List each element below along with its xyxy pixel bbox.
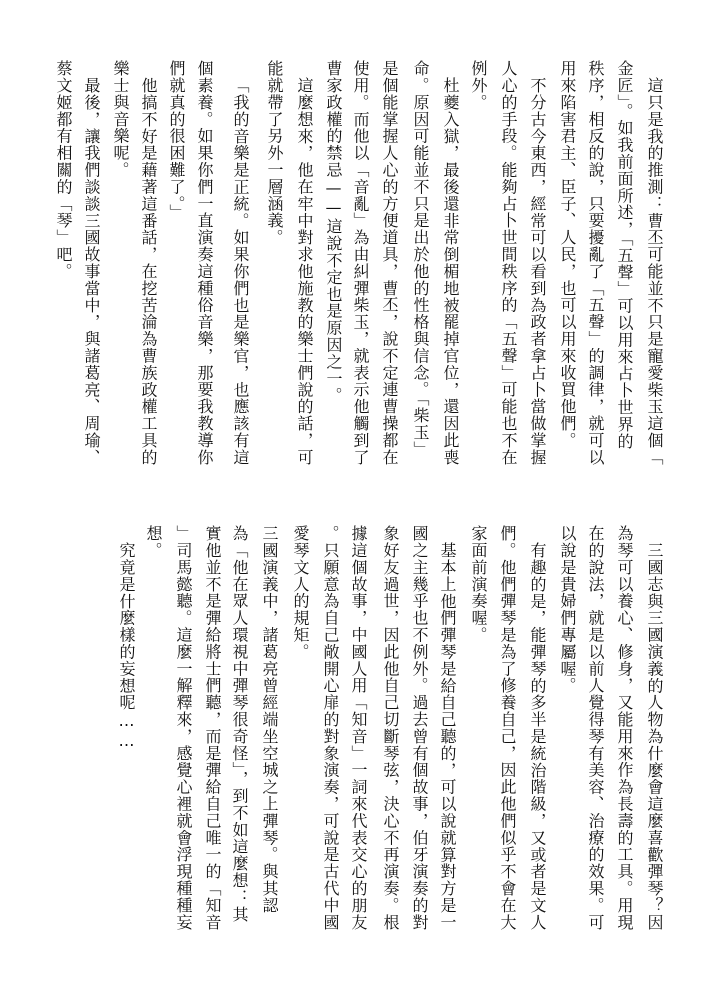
text-column: 家面前演奏喔。 — [469, 525, 488, 644]
text-column: 在的說法，就是以前人覺得琴有美容、治療的效果。可 — [586, 525, 605, 931]
text-column: 杜夔入獄，最後還非常倒楣地被罷掉官位，還因此喪 — [441, 77, 460, 466]
text-column: 愛琴文人的規矩。 — [291, 525, 310, 661]
text-column: 」司馬懿聽。這麼一解釋來，感覺心裡就會浮現種種妄 — [174, 525, 193, 931]
text-column: 國之主幾乎也不例外。過去曾有個故事，伯牙演奏的對 — [410, 525, 429, 931]
text-column: 究竟是什麼樣的妄想呢…… — [117, 542, 136, 751]
text-column: 為「他在眾人環視中彈琴很奇怪」，到不如這麼想：其 — [230, 525, 249, 923]
text-column: 實他並不是彈給將士們聽，而是彈給自己唯一的「知音 — [203, 525, 222, 931]
text-column: 金匠」。如我前面所述，「五聲」可以用來占卜世界的 — [615, 60, 634, 450]
text-column: 他搞不好是藉著這番話，在挖苦淪為曹族政權工具的 — [139, 77, 158, 466]
text-column: 這麼想來，他在牢中對求他施教的樂士們說的話，可 — [295, 77, 314, 466]
text-column: 「我的音樂是正統。如果你們也是樂官，也應該有這 — [231, 77, 250, 466]
text-column: 蔡文姬都有相關的「琴」吧。 — [54, 60, 73, 280]
text-column: 們就真的很困難了。」 — [167, 60, 186, 221]
text-column: 使用。而他以「音亂」為由糾彈柴玉，就表示他觸到了 — [351, 60, 370, 466]
text-column: 基本上他們彈琴是給自己聽的，可以說就算對方是一 — [438, 542, 457, 931]
text-column: 樂士與音樂呢。 — [111, 60, 130, 179]
upper-text-block — [0, 60, 704, 480]
text-column: 個素養。如果你們一直演奏這種俗音樂，那要我教導你 — [195, 60, 214, 466]
text-column: 據這個故事，中國人用「知音」一詞來代表交心的朋友 — [349, 525, 368, 931]
text-column: 命。原因可能並不只是出於他的性格與信念。「柴玉」 — [411, 60, 430, 458]
text-column: 三國志與三國演義的人物為什麼會這麼喜歡彈琴？因 — [645, 542, 664, 931]
text-column: 象好友過世，因此他自己切斷琴弦，決心不再演奏。根 — [381, 525, 400, 931]
text-column: 最後，讓我們談談三國故事當中，與諸葛亮、周瑜、 — [82, 77, 101, 466]
text-column: 為琴可以養心、修身，又能用來作為長壽的工具。用現 — [615, 525, 634, 931]
text-column: 是個能掌握人心的方便道具，曹丕，說不定連曹操都在 — [380, 60, 399, 466]
text-column: 們。他們彈琴是為了修養自己，因此他們似乎不會在大 — [498, 525, 517, 931]
text-column: 用來陷害君主、臣子、人民，也可以用來收買他們。 — [558, 60, 577, 449]
text-column: 人心的手段。能夠占卜世間秩序的「五聲」可能也不在 — [499, 60, 518, 466]
text-column: 。只願意為自己敞開心扉的對象演奏，可說是古代中國 — [321, 525, 340, 931]
text-column: 以說是貴婦們專屬喔。 — [558, 525, 577, 694]
text-column: 這只是我的推測：曹丕可能並不只是寵愛柴玉這個「 — [645, 77, 664, 466]
text-column: 三國演義中，諸葛亮曾經端坐空城之上彈琴。與其認 — [260, 525, 279, 914]
text-column: 不分古今東西，經常可以看到為政者拿占卜當做掌握 — [528, 77, 547, 466]
text-column: 曹家政權的禁忌——這說不定也是原因之一。 — [324, 60, 343, 404]
text-column: 能就帶了另外一層涵義。 — [265, 60, 284, 246]
text-column: 想。 — [144, 525, 163, 559]
text-column: 例外。 — [469, 60, 488, 111]
lower-text-block — [0, 525, 704, 955]
text-column: 秩序，相反的說，只要擾亂了「五聲」的調律，就可以 — [586, 60, 605, 466]
text-column: 有趣的是，能彈琴的多半是統治階級，又或者是文人 — [528, 542, 547, 931]
